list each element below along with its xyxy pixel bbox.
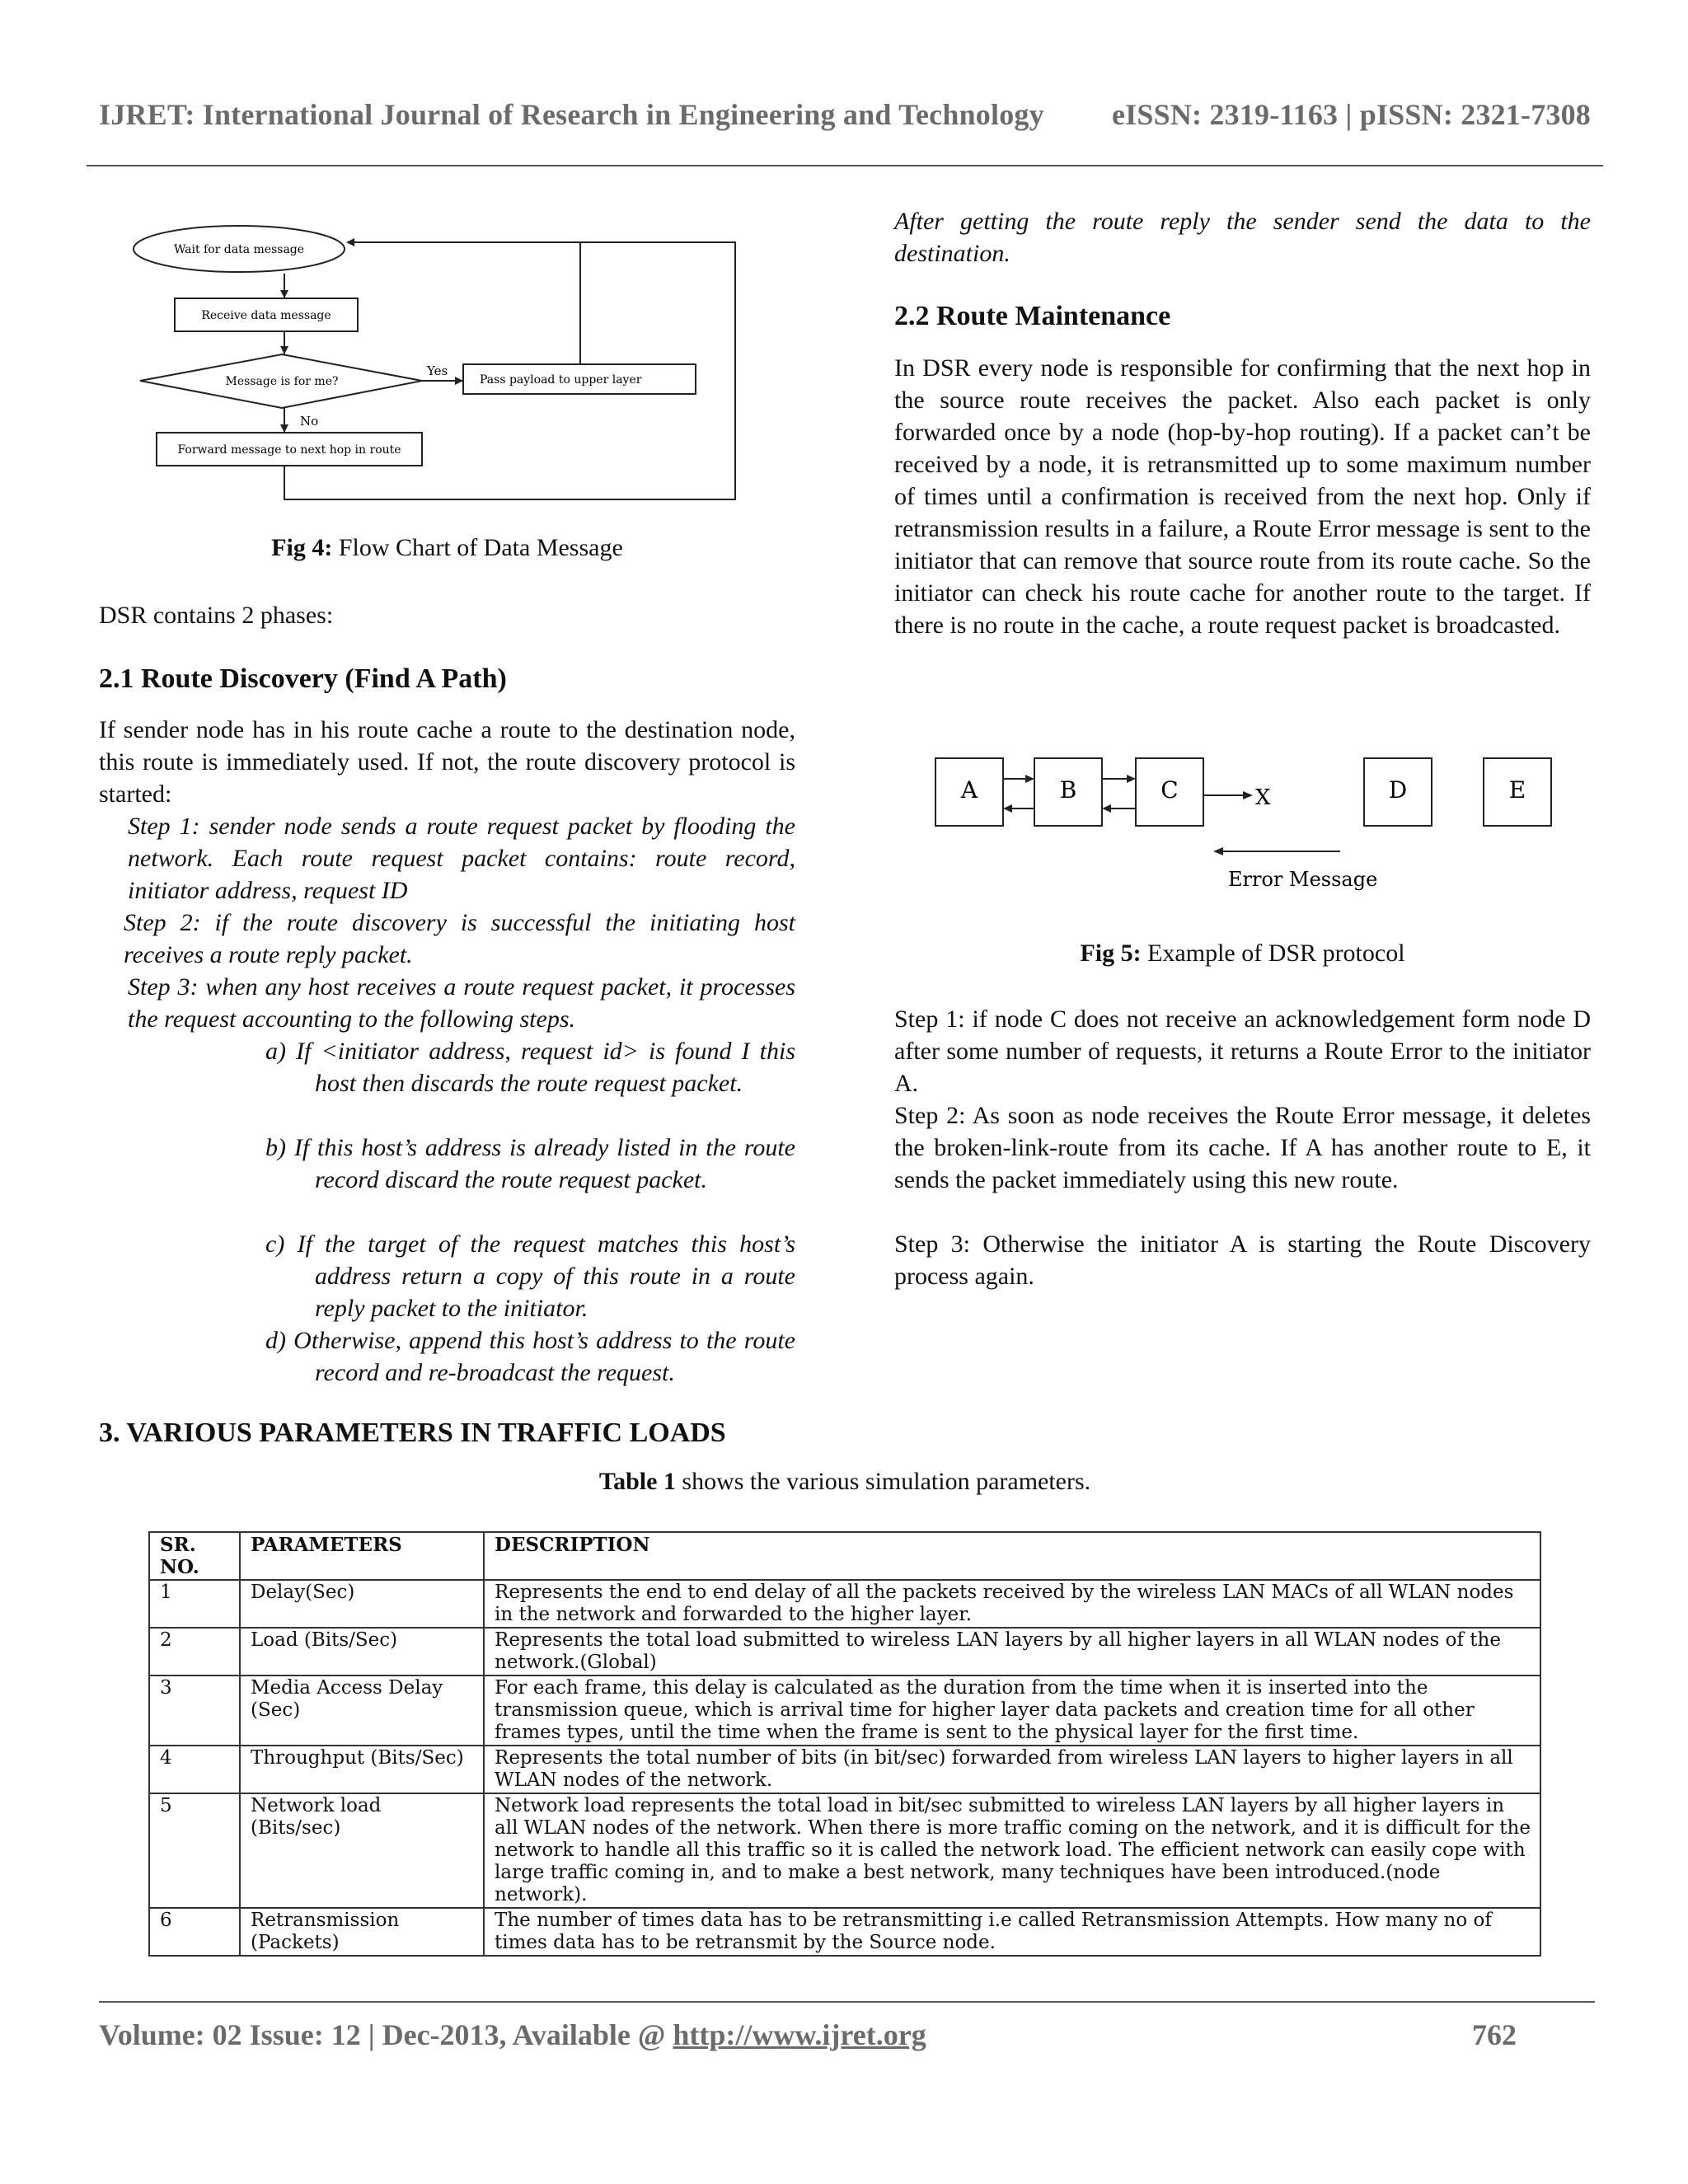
cell-parameter: Throughput (Bits/Sec): [240, 1746, 484, 1793]
cell-description: Represents the total number of bits (in bit/sec) forwarded from wireless LAN layers to higher layers in all WLAN nodes of the network.: [484, 1746, 1540, 1793]
issn-info: eISSN: 2319-1163 | pISSN: 2321-7308: [1112, 98, 1591, 131]
pass-label: Pass payload to upper layer: [480, 373, 642, 387]
header-description: DESCRIPTION: [484, 1532, 1540, 1580]
table-row: [149, 1580, 1540, 1628]
page-number: 762: [1472, 2018, 1517, 2051]
error-message-label: Error Message: [1228, 868, 1378, 891]
page-footer: [99, 2018, 1517, 2052]
after-route-reply: After getting the route reply the sender send the data to the destination.: [894, 208, 1591, 267]
broken-link-x: X: [1255, 785, 1271, 810]
yes-label: Yes: [427, 363, 448, 378]
step-1: Step 1: sender node sends a route request packet by flooding the network. Each route request packet contains: route record, initiator address, request ID: [128, 813, 795, 904]
node-e-label: E: [1508, 776, 1526, 804]
cell-sr: 2: [149, 1628, 240, 1675]
fig4-flowchart: [132, 223, 750, 511]
table1-caption-text: shows the various simulation parameters.: [675, 1468, 1091, 1495]
step-2: Step 2: if the route discovery is successful the initiating host receives a route reply packet.: [124, 909, 795, 968]
table-row: [149, 1675, 1540, 1746]
fig4-caption-label: Fig 4:: [271, 534, 333, 561]
cell-sr: 4: [149, 1746, 240, 1793]
route-discovery-paragraph: If sender node has in his route cache a route to the destination node, this route is immediately used. If not, the route discovery protocol is started:: [99, 716, 795, 808]
cell-description: The number of times data has to be retransmitting i.e called Retransmission Attempts. How many no of times data has to be retransmit by the Source node.: [484, 1908, 1540, 1956]
cell-parameter: Delay(Sec): [240, 1580, 484, 1628]
node-c-label: C: [1160, 776, 1179, 804]
page-header: [99, 97, 1591, 132]
header-parameters: PARAMETERS: [240, 1532, 484, 1580]
cell-sr: 6: [149, 1908, 240, 1956]
cell-parameter: Load (Bits/Sec): [240, 1628, 484, 1675]
cell-sr: 1: [149, 1580, 240, 1628]
maint-step-1: Step 1: if node C does not receive an acknowledgement form node D after some number of requests, it returns a Route Error to the initiator A.: [894, 1005, 1591, 1097]
volume-info: Volume: 02 Issue: 12 | Dec-2013, Available @: [99, 2018, 673, 2051]
phases-text: DSR contains 2 phases:: [99, 602, 334, 629]
decision-label: Message is for me?: [225, 375, 339, 388]
node-a-label: A: [960, 776, 978, 804]
fig4-caption: [99, 534, 795, 562]
heading-3: 3. VARIOUS PARAMETERS IN TRAFFIC LOADS: [99, 1418, 726, 1448]
sub-step-a: a) If <initiator address, request id> is found I this host then discards the route request packet.: [265, 1038, 795, 1097]
route-maintenance-paragraph: In DSR every node is responsible for confirming that the next hop in the source route receives the packet. Also each packet is only forwarded once by a node (hop-by-hop routing). If a packet can’t be received by a node, it is retransmitted up to some maximum number of times until a confirmation is received from the next hop. Only if retransmission results in a failure, a Route Error message is sent to the initiator that can remove that source route from its route cache. So the initiator can check his route cache for another route to the target. If there is no route in the cache, a route request packet is broadcasted.: [894, 354, 1591, 639]
cell-sr: 5: [149, 1793, 240, 1908]
header-sr-no: SR. NO.: [149, 1532, 240, 1580]
forward-label: Forward message to next hop in route: [177, 443, 401, 457]
fig5-diagram: [931, 754, 1574, 902]
heading-2-2: 2.2 Route Maintenance: [894, 301, 1171, 331]
journal-title: IJRET: International Journal of Research in Engineering and Technology: [99, 98, 1044, 131]
journal-url-link[interactable]: http://www.ijret.org: [673, 2018, 926, 2051]
heading-2-1: 2.1 Route Discovery (Find A Path): [99, 663, 507, 694]
sub-step-b: b) If this host’s address is already listed in the route record discard the route request packet.: [265, 1134, 795, 1193]
cell-description: Represents the total load submitted to wireless LAN layers by all higher layers in all WLAN nodes of the network.(Global): [484, 1628, 1540, 1675]
table1-caption-label: Table 1: [598, 1468, 676, 1495]
table-row: [149, 1793, 1540, 1908]
fig4-caption-text: Flow Chart of Data Message: [332, 534, 623, 561]
table1-caption: [99, 1468, 1591, 1496]
no-label: No: [300, 414, 319, 429]
cell-parameter: Network load (Bits/sec): [240, 1793, 484, 1908]
table-row: [149, 1628, 1540, 1675]
footer-rule: [99, 2001, 1595, 2003]
fig5-caption: [894, 940, 1591, 968]
maint-step-3: Step 3: Otherwise the initiator A is starting the Route Discovery process again.: [894, 1230, 1591, 1290]
step-3: Step 3: when any host receives a route request packet, it processes the request accounting to the following steps.: [128, 973, 795, 1033]
table-row: [149, 1746, 1540, 1793]
cell-description: Represents the end to end delay of all the packets received by the wireless LAN MACs of all WLAN nodes in the network and forwarded to the higher layer.: [484, 1580, 1540, 1628]
wait-label: Wait for data message: [173, 243, 305, 256]
node-d-label: D: [1388, 776, 1408, 804]
receive-label: Receive data message: [201, 309, 331, 322]
parameters-table: [148, 1531, 1541, 1957]
cell-parameter: Media Access Delay (Sec): [240, 1675, 484, 1746]
table-header-row: [149, 1532, 1540, 1580]
fig5-caption-label: Fig 5:: [1080, 940, 1142, 967]
maint-step-2: Step 2: As soon as node receives the Route Error message, it deletes the broken-link-route from its cache. If A has another route to E, it sends the packet immediately using this new route.: [894, 1102, 1591, 1193]
cell-description: Network load represents the total load in bit/sec submitted to wireless LAN layers by all higher layers in all WLAN nodes of the network. When there is more traffic coming on the network, and it is difficult for the network to handle all this traffic so it is called the network load. The efficient network can easily cope with large traffic coming in, and to make a best network, many techniques have been introduced.(node network).: [484, 1793, 1540, 1908]
header-rule: [87, 165, 1603, 166]
sub-step-d: d) Otherwise, append this host’s address to the route record and re-broadcast the request.: [265, 1327, 795, 1386]
cell-parameter: Retransmission (Packets): [240, 1908, 484, 1956]
table-row: [149, 1908, 1540, 1956]
cell-sr: 3: [149, 1675, 240, 1746]
node-b-label: B: [1059, 776, 1077, 804]
fig5-caption-text: Example of DSR protocol: [1141, 940, 1405, 967]
sub-step-c: c) If the target of the request matches this host’s address return a copy of this route in a route reply packet to the initiator.: [265, 1230, 795, 1322]
cell-description: For each frame, this delay is calculated as the duration from the time when it is inserted into the transmission queue, which is arrival time for higher layer data packets and creation time for all other frames types, until the time when the frame is sent to the physical layer for the first time.: [484, 1675, 1540, 1746]
